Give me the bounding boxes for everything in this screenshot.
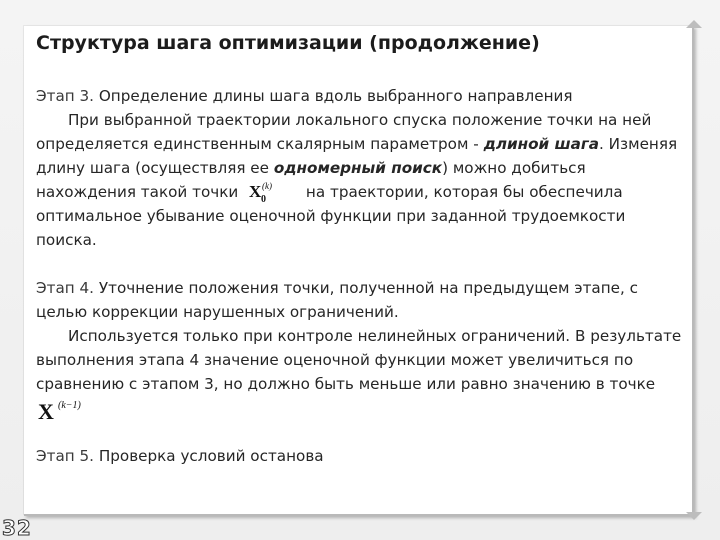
formula-x0k-sub: 0: [261, 194, 267, 204]
stage-3-label: Этап 3.: [36, 87, 95, 105]
frame-corner-top-decoration: [686, 20, 702, 28]
slide-number: 32: [2, 516, 32, 540]
stage-4-paragraph: [36, 276, 686, 423]
stage-3-body-text-4: на траектории, которая бы обеспечила оптимальное убывание оценочной функции при заданной трудоемкости поиска.: [36, 183, 626, 249]
stage-4-body: [36, 324, 686, 423]
stage-4-label: Этап 4.: [36, 279, 95, 297]
stage-3-body: [36, 108, 686, 252]
stage-4-body-text: Используется только при контроле нелинейных ограничений. В результате выполнения этапа 4 значение оценочной функции может увеличиться по сравнению с этапом 3, но должно быть меньше или равно значению в точке: [36, 327, 682, 393]
formula-x0k-sup: (k): [262, 181, 273, 191]
formula-xk-1-var: X: [38, 399, 54, 423]
stage-3-paragraph: [36, 84, 686, 252]
stage-4-heading: [36, 276, 686, 324]
stage-5-heading-text: Проверка условий останова: [94, 447, 324, 465]
formula-x0k: [243, 180, 301, 204]
formula-xk-1-sup: (k−1): [58, 400, 81, 411]
formula-xk-1: [36, 399, 118, 423]
stage-4-heading-text: Уточнение положения точки, полученной на предыдущем этапе, с целью коррекции нарушенных ограничений.: [36, 279, 639, 321]
stage-3-body-text-1: При выбранной траектории локального спуска положение точки на ней определяется единственным скалярным параметром -: [36, 111, 652, 153]
stage-3-heading: [36, 84, 686, 108]
stage-3-body-text-2: . Изменяя длину шага (осуществляя ее: [36, 135, 678, 177]
stage-3-heading-text: Определение длины шага вдоль выбранного направления: [94, 87, 573, 105]
frame-corner-bottom-decoration: [686, 512, 702, 520]
stage-5-paragraph: [36, 444, 686, 468]
term-line-search: одномерный поиск: [273, 159, 443, 177]
slide-title: Структура шага оптимизации (продолжение): [36, 32, 540, 54]
formula-x0k-var: X: [249, 182, 262, 201]
stage-5-label: Этап 5.: [36, 447, 95, 465]
stage-3-body-text-3: ) можно добиться нахождения такой точки: [36, 159, 586, 201]
term-step-length: длиной шага: [483, 135, 600, 153]
